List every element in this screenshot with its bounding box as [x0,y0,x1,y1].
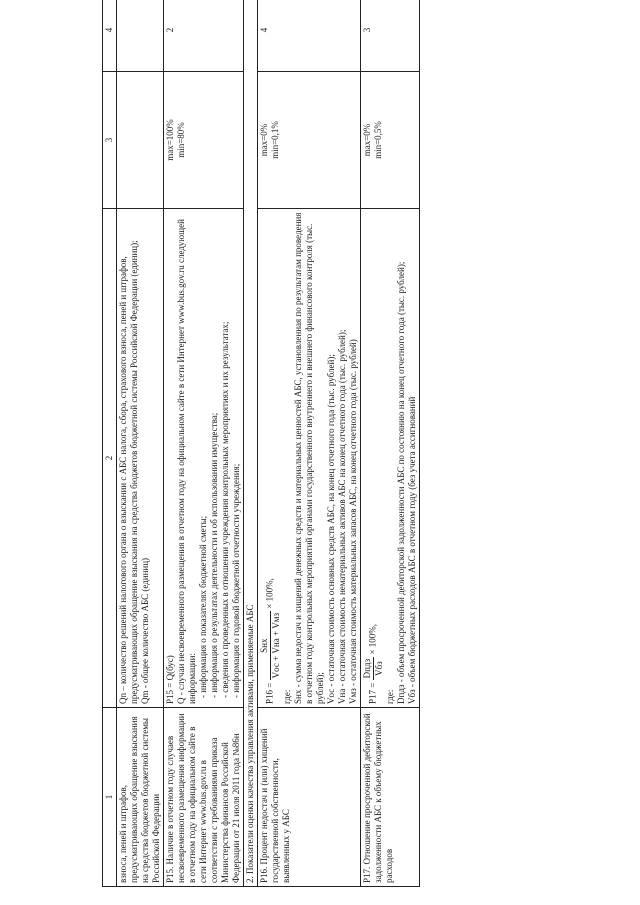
definition-line: Vос - остаточная стоимость основных средств АБС, на конец отчетного года (тыс. рублей); [326,354,336,704]
definition-line: - информация о годовой бюджетной отчетности учреждения; [231,463,241,698]
formula-fraction [259,611,282,680]
formula-denominator: Vбз [374,661,384,676]
range-cell [164,72,244,209]
formula-rhs: × 100%, [264,578,275,609]
indicator-name-cell: P15. Наличие в отчетном году случаев несвоевременного размещения информации в отчетном году на официальном сайте в сети Интернет www.bus.gov.ru в соответствии с требованиями приказа Министерства финансов Российской Федерации от 21 июля 2011 года №86н [164,708,244,887]
definition-line: Qn – количество решений налогового органа о взыскании с АБС налога, сбора, страхового взноса, пеней и штрафов, предусматривающих обращение взыскания на средства бюджетов бюджетной системы Российской Федерации (единиц); [118,240,139,704]
definition-line: - сведения о проведенных в отношении учреждения контрольных мероприятиях и их результатах; [220,321,230,698]
definition-line: Sнх - сумма недостач и хищений денежных средств и материальных ценностей АБС, установленная по результатам проведения в отчетном году контрольных мероприятий органами государственного внутреннего и внешнего финансового контроля (тыс. рублей); [293,212,325,704]
formula-lhs: P16 = [264,682,275,704]
range-cell [361,72,420,209]
range-min: min=80% [176,122,186,158]
formula-cell [164,209,244,708]
formula-cell [117,209,164,708]
indicators-table [102,0,420,887]
header-col-3: 3 [103,72,117,209]
section-heading: 2. Показатели оценки качества управления активами, применяемые АБС [244,0,258,887]
formula-rhs: × 100%, [367,624,378,655]
formula-lhs: P17 = [367,682,378,704]
indicator-name-cell: P16. Процент недостач и (или) хищений государственной собственности, выявленных у АБС [258,708,361,887]
indicator-name-cell: взноса, пеней и штрафов, предусматривающих обращение взыскания на средства бюджетов бюджетной системы Российской Федерации [117,708,164,887]
formula-cell [361,209,420,708]
formula [362,212,385,704]
range-max: max=0% [362,123,372,157]
formula-cell [258,209,361,708]
formula-numerator: Sнх [259,611,271,680]
definition-line: Q - случаи несвоевременного размещения в отчетном году на официальном сайте в сети Интернет www.bus.gov.ru следующей информации: [176,219,197,704]
weight-cell: 2 [164,0,244,72]
range-max: max=0% [259,123,269,157]
weight-cell: 4 [258,0,361,72]
range-cell [117,72,164,209]
table-row-p16 [258,0,361,887]
formula [259,212,282,704]
table-row-p17 [361,0,420,887]
definition-line: Vбз - объем бюджетных расходов АБС в отчетном году (без учета ассигнований [407,396,417,704]
column-header-row [103,0,117,887]
formula-denominator: Vос + Vна + Vмз [271,612,281,679]
where-label: где: [282,689,292,704]
definition-line: Vна - остаточная стоимость нематериальных активов АБС на конец отчетного года (тыс. рублей); [337,329,347,704]
definition-line: - информация о показателях бюджетной сметы; [198,515,208,698]
range-max: max=100% [165,119,175,161]
section-heading-row [244,0,258,887]
formula-fraction [362,657,385,681]
definition-line: Qm - общее количество АБС (единиц) [140,557,150,704]
definition-line: Vмз - остаточная стоимость материальных запасов АБС, на конец отчетного года (тыс. рублей) [348,339,358,704]
header-col-1: 1 [103,708,117,887]
range-min: min=0,1% [270,121,280,159]
where-label: где: [385,689,395,704]
range-min: min=0,5% [373,121,383,159]
table-row-continued [117,0,164,887]
formula-numerator: Dпдз [362,658,372,679]
header-col-4: 4 [103,0,117,72]
weight-cell [117,0,164,72]
weight-cell: 3 [361,0,420,72]
definition-line: Dпдз - объем просроченной дебиторской задолженности АБС по состоянию на конец отчетного года (тыс. рублей); [396,261,406,704]
range-cell [258,72,361,209]
definition-line: - информация о результатах деятельности и об использовании имущества; [209,412,219,698]
table-row-p15 [164,0,244,887]
header-col-2: 2 [103,209,117,708]
formula: P15 = Q(бус) [165,655,175,704]
scanned-page [102,0,538,905]
indicator-name-cell: P17. Отношение просроченной дебиторской задолженности АБС к объему бюджетных расходов [361,708,420,887]
